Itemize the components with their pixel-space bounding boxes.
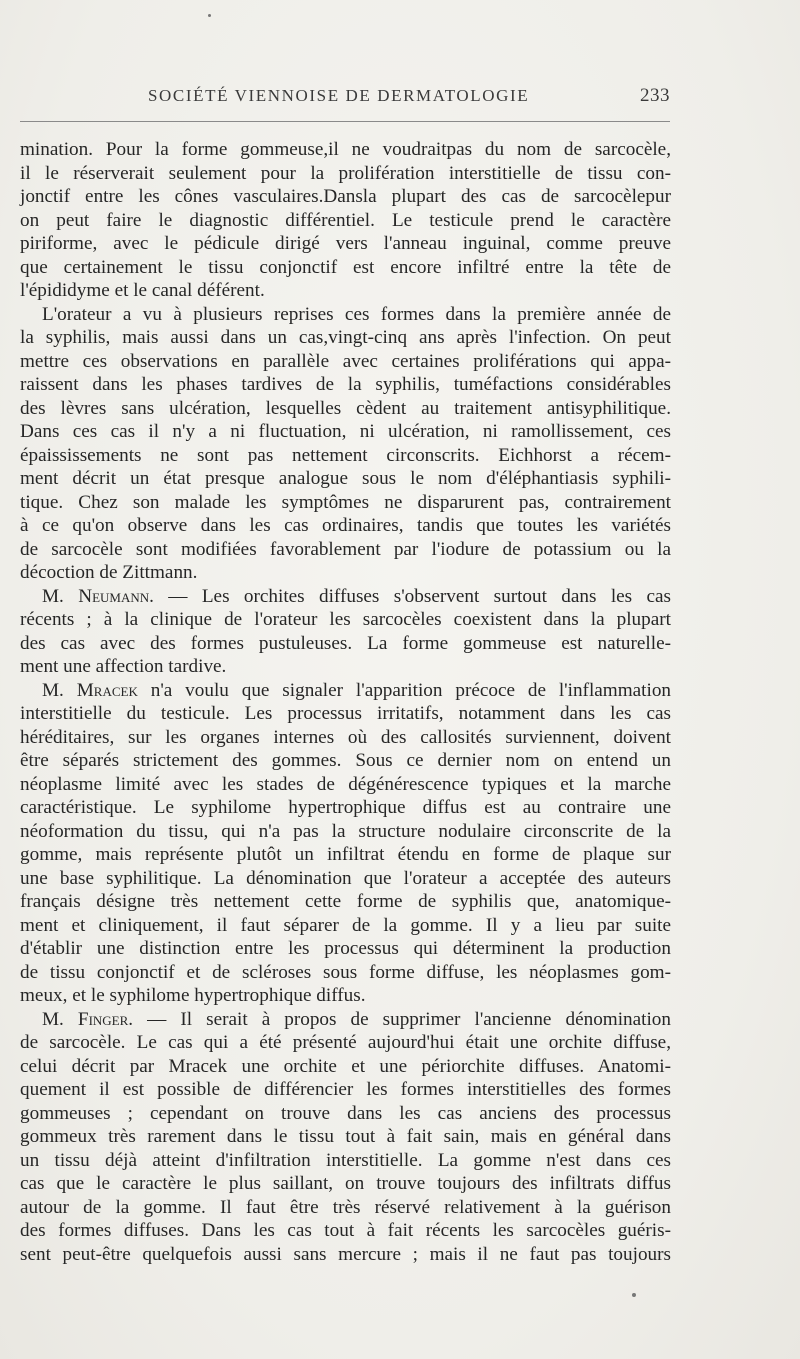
text-line: épaississements ne sont pas nettement circonscrits. Eichhorst a récem- — [20, 444, 671, 466]
text-line: néoformation du tissu, qui n'a pas la structure nodulaire circonscrite de la — [20, 820, 671, 842]
text-line: héréditaires, sur les organes internes où des callosités surviennent, doivent — [20, 726, 671, 748]
text-line: celui décrit par Mracek une orchite et une périorchite diffuses. Anatomi- — [20, 1055, 671, 1077]
speaker-name: Neumann — [78, 585, 150, 607]
text-line: des formes diffuses. Dans les cas tout à fait récents les sarcocèles guéris- — [20, 1220, 671, 1241]
text-line: quement il est possible de différencier les formes interstitielles des formes — [20, 1079, 671, 1100]
text-line: d'établir une distinction entre les processus qui déterminent la production — [20, 938, 671, 959]
text-line: ment et cliniquement, il faut séparer de la gomme. Il y a lieu par suite — [20, 914, 671, 936]
paragraph-neumann — [20, 585, 671, 679]
text-line: récents ; à la clinique de l'orateur les sarcocèles coexistent dans la plupart — [20, 609, 671, 630]
text-line: que certainement le tissu conjonctif est encore infiltré entre la tête de — [20, 256, 671, 278]
speaker-line-rest: . — Les orchites diffuses s'observent surtout dans les cas — [149, 585, 671, 607]
speaker-prefix: M. — [42, 585, 79, 607]
text-line: un tissu déjà atteint d'infiltration interstitielle. La gomme n'est dans ces — [20, 1149, 671, 1171]
page-number: 233 — [640, 85, 670, 106]
text-line: meux, et le syphilome hypertrophique diffus. — [20, 985, 366, 1006]
running-header — [148, 86, 670, 110]
text-line — [20, 585, 671, 609]
text-line: gommeux très rarement dans le tissu tout à fait sain, mais en général dans — [20, 1126, 671, 1147]
text-line: néoplasme limité avec les stades de dégénérescence typiques et la marche — [20, 773, 671, 795]
text-line: à ce qu'on observe dans les cas ordinaires, tandis que toutes les variétés — [20, 515, 671, 536]
text-line — [20, 679, 671, 703]
paragraph-1 — [20, 138, 671, 303]
paragraph-2 — [20, 303, 671, 585]
text-line: tique. Chez son malade les symptômes ne disparurent pas, contrairement — [20, 491, 671, 513]
text-line: piriforme, avec le pédicule dirigé vers l'anneau inguinal, comme preuve — [20, 233, 671, 254]
text-line: une base syphilitique. La dénomination que l'orateur a acceptée des auteurs — [20, 867, 671, 889]
text-line: de sarcocèle. Le cas qui a été présenté aujourd'hui était une orchite diffuse, — [20, 1032, 671, 1053]
text-line: caractéristique. Le syphilome hypertrophique diffus est au contraire une — [20, 797, 671, 818]
text-line: jonctif entre les cônes vasculaires.Dansla plupart des cas de sarcocèlepur — [20, 186, 671, 207]
text-line: interstitielle du testicule. Les processus irritatifs, notamment dans les cas — [20, 703, 671, 724]
speaker-prefix: M. — [42, 679, 77, 701]
text-line: sent peut-être quelquefois aussi sans mercure ; mais il ne faut pas toujours — [20, 1243, 671, 1265]
text-line: L'orateur a vu à plusieurs reprises ces formes dans la première année de — [42, 303, 671, 325]
text-line: cas que le caractère le plus saillant, on trouve toujours des infiltrats diffus — [20, 1173, 671, 1194]
paper-speck — [632, 1293, 636, 1297]
text-line — [20, 1008, 671, 1032]
speaker-name: Finger — [77, 1008, 129, 1030]
text-line: de tissu conjonctif et de scléroses sous forme diffuse, les néoplasmes gom- — [20, 961, 671, 983]
paragraph-finger — [20, 1008, 671, 1267]
text-line: mettre ces observations en parallèle avec certaines proliférations qui appa- — [20, 350, 671, 372]
speaker-line-rest: n'a voulu que signaler l'apparition précoce de l'inflammation — [137, 679, 672, 701]
speaker-prefix: M. — [42, 1008, 78, 1030]
text-line: la syphilis, mais aussi dans un cas,vingt-cinq ans après l'infection. On peut — [20, 327, 671, 348]
text-line: Dans ces cas il n'y a ni fluctuation, ni ulcération, ni ramollissement, ces — [20, 421, 671, 442]
paragraph-mracek — [20, 679, 671, 1008]
text-line: raissent dans les phases tardives de la syphilis, tuméfactions considérables — [20, 374, 671, 395]
text-line: on peut faire le diagnostic différentiel. Le testicule prend le caractère — [20, 209, 671, 231]
text-line: l'épididyme et le canal déférent. — [20, 280, 265, 301]
paper-speck — [208, 14, 211, 17]
speaker-line-rest: . — Il serait à propos de supprimer l'ancienne dénomination — [128, 1008, 671, 1030]
text-line: mination. Pour la forme gommeuse,il ne voudraitpas du nom de sarcocèle, — [20, 139, 671, 160]
text-line: être séparés strictement des gommes. Sous ce dernier nom on entend un — [20, 750, 671, 771]
text-line: des cas avec des formes pustuleuses. La forme gommeuse est naturelle- — [20, 632, 671, 654]
text-line: autour de la gomme. Il faut être très réservé relativement à la guérison — [20, 1196, 671, 1218]
text-line: ment décrit un état presque analogue sous le nom d'éléphantiasis syphili- — [20, 468, 671, 489]
text-line: il le réserverait seulement pour la prolifération interstitielle de tissu con- — [20, 162, 671, 184]
running-title: SOCIÉTÉ VIENNOISE DE DERMATOLOGIE — [148, 86, 530, 105]
text-line: ment une affection tardive. — [20, 656, 227, 677]
text-line: décoction de Zittmann. — [20, 562, 198, 583]
text-line: des lèvres sans ulcération, lesquelles cèdent au traitement antisyphilitique. — [20, 397, 671, 419]
text-line: gomme, mais représente plutôt un infiltrat étendu en forme de plaque sur — [20, 844, 671, 865]
text-line: gommeuses ; cependant on trouve dans les cas anciens des processus — [20, 1102, 671, 1124]
body-text — [20, 138, 671, 1266]
speaker-name: Mracek — [76, 679, 138, 701]
text-line: de sarcocèle sont modifiées favorablement par l'iodure de potassium ou la — [20, 538, 671, 560]
text-line: français désigne très nettement cette forme de syphilis que, anatomique- — [20, 891, 671, 912]
header-rule — [20, 121, 670, 122]
